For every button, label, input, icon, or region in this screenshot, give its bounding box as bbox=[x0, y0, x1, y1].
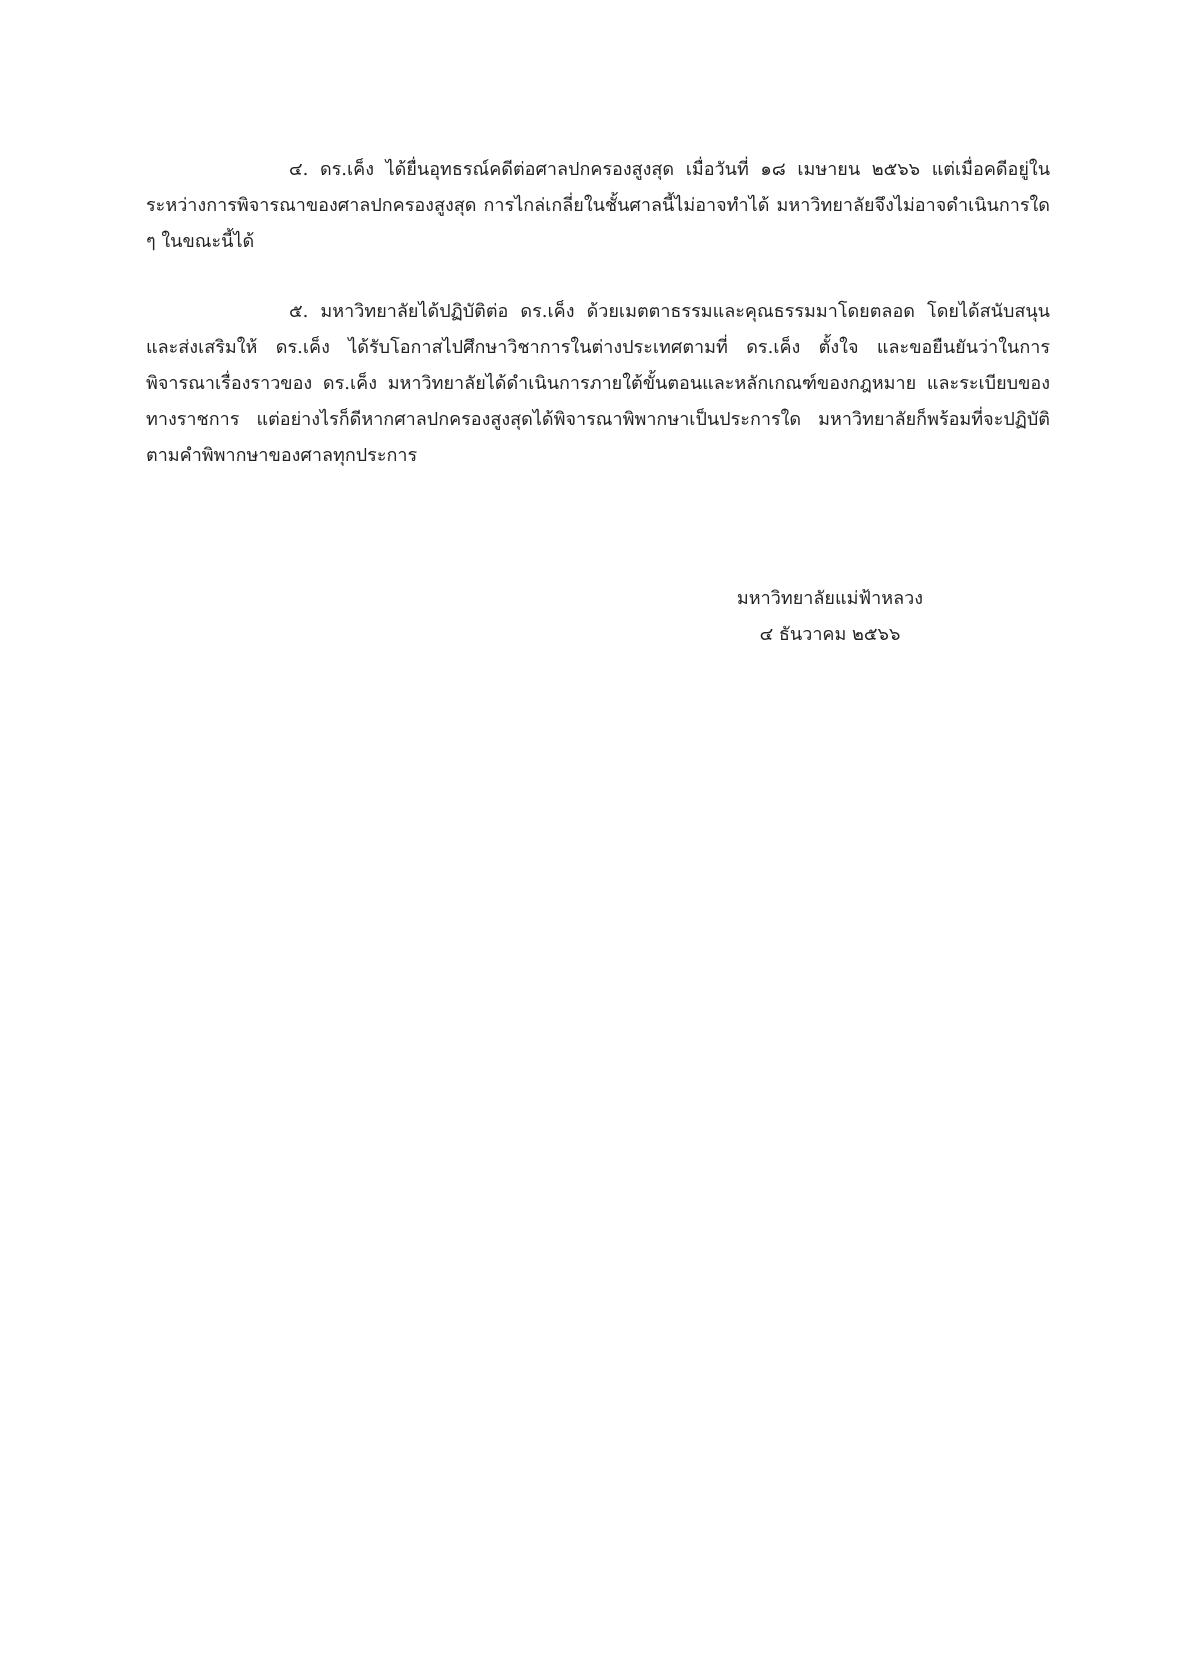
signature-block bbox=[700, 581, 960, 653]
paragraph-item-4: ๔. ดร.เค็ง ได้ยื่นอุทธรณ์คดีต่อศาลปกครองสูงสุด เมื่อวันที่ ๑๘ เมษายน ๒๕๖๖ แต่เมื่อคดีอยู่ในระหว่างการพิจารณาของศาลปกครองสูงสุด การไกล่เกลี่ยในชั้นศาลนี้ไม่อาจทำได้ มหาวิทยาลัยจึงไม่อาจดำเนินการใด ๆ ในขณะนี้ได้ bbox=[146, 159, 1050, 252]
paragraph-item-5: ๕. มหาวิทยาลัยได้ปฏิบัติต่อ ดร.เค็ง ด้วยเมตตาธรรมและคุณธรรมมาโดยตลอด โดยได้สนับสนุนและส่งเสริมให้ ดร.เค็ง ได้รับโอกาสไปศึกษาวิชาการในต่างประเทศตามที่ ดร.เค็ง ตั้งใจ และขอยืนยันว่าในการพิจารณาเรื่องราวของ ดร.เค็ง มหาวิทยาลัยได้ดำเนินการภายใต้ขั้นตอนและหลักเกณฑ์ของกฎหมาย และระเบียบของทางราชการ แต่อย่างไรก็ดีหากศาลปกครองสูงสุดได้พิจารณาพิพากษาเป็นประการใด มหาวิทยาลัยก็พร้อมที่จะปฏิบัติตามคำพิพากษาของศาลทุกประการ bbox=[146, 301, 1050, 466]
signature-date: ๔ ธันวาคม ๒๕๖๖ bbox=[759, 624, 901, 645]
signature-organization: มหาวิทยาลัยแม่ฟ้าหลวง bbox=[736, 588, 924, 609]
